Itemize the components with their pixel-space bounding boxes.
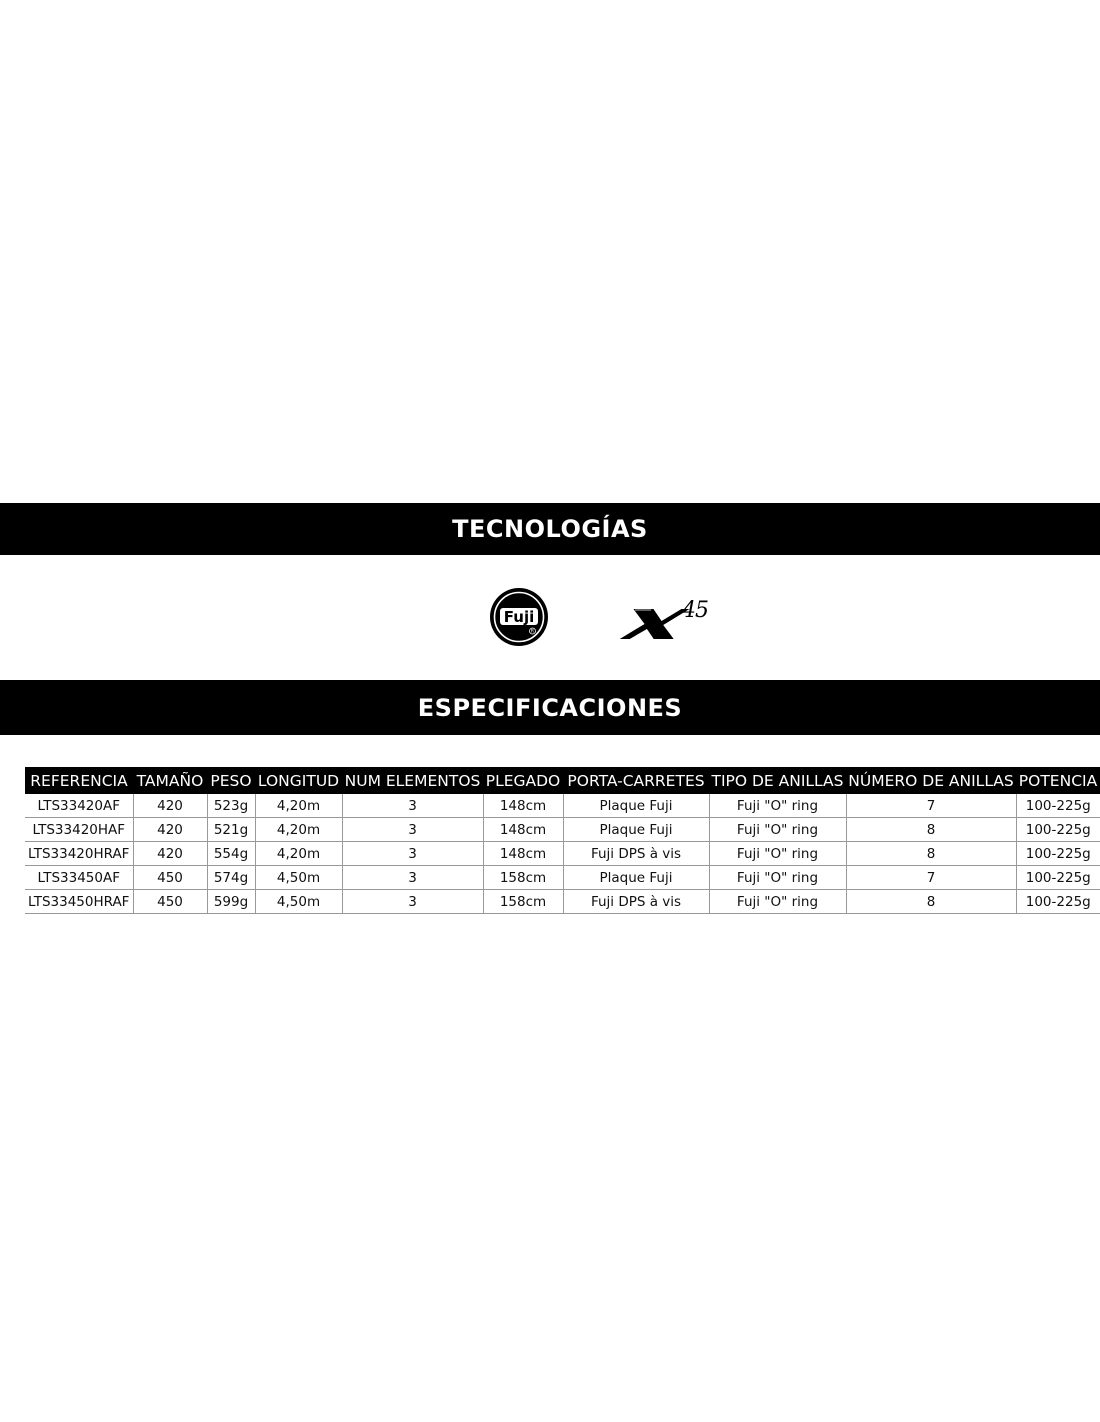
cell-tipo-de-anillas: Fuji "O" ring [709,818,846,842]
table-header-row [25,767,1100,794]
header-tipo-de-anillas: TIPO DE ANILLAS [709,767,846,794]
svg-text:45: 45 [682,598,708,623]
cell-plegado: 148cm [483,818,563,842]
svg-text:R: R [530,629,535,635]
cell-plegado: 148cm [483,842,563,866]
cell-potencia: 100-225g [1016,794,1100,818]
header-potencia: POTENCIA [1016,767,1100,794]
x45-logo [616,595,728,641]
cell-tamano: 420 [133,842,207,866]
cell-peso: 574g [207,866,255,890]
cell-tamano: 450 [133,866,207,890]
table-row [25,794,1100,818]
cell-peso: 599g [207,890,255,914]
cell-longitud: 4,50m [255,890,342,914]
cell-plegado: 158cm [483,866,563,890]
cell-potencia: 100-225g [1016,842,1100,866]
technologies-banner [0,503,1100,555]
cell-num-elementos: 3 [342,842,483,866]
cell-porta-carretes: Plaque Fuji [563,818,709,842]
cell-numero-de-anillas: 8 [846,842,1016,866]
cell-porta-carretes: Plaque Fuji [563,866,709,890]
cell-plegado: 158cm [483,890,563,914]
cell-porta-carretes: Fuji DPS à vis [563,842,709,866]
cell-tipo-de-anillas: Fuji "O" ring [709,890,846,914]
cell-peso: 554g [207,842,255,866]
cell-tamano: 450 [133,890,207,914]
cell-porta-carretes: Fuji DPS à vis [563,890,709,914]
table-row [25,842,1100,866]
cell-num-elementos: 3 [342,866,483,890]
table-row [25,866,1100,890]
cell-longitud: 4,20m [255,842,342,866]
cell-potencia: 100-225g [1016,890,1100,914]
header-longitud: LONGITUD [255,767,342,794]
technologies-title: TECNOLOGÍAS [452,515,648,543]
cell-numero-de-anillas: 7 [846,794,1016,818]
cell-longitud: 4,20m [255,818,342,842]
header-plegado: PLEGADO [483,767,563,794]
cell-referencia: LTS33420AF [25,794,133,818]
cell-porta-carretes: Plaque Fuji [563,794,709,818]
cell-peso: 523g [207,794,255,818]
cell-tamano: 420 [133,794,207,818]
cell-peso: 521g [207,818,255,842]
table-row [25,818,1100,842]
cell-plegado: 148cm [483,794,563,818]
fuji-logo [489,587,549,647]
cell-referencia: LTS33420HRAF [25,842,133,866]
header-tamano: TAMAÑO [133,767,207,794]
cell-numero-de-anillas: 8 [846,818,1016,842]
cell-num-elementos: 3 [342,818,483,842]
table-row [25,890,1100,914]
cell-referencia: LTS33420HAF [25,818,133,842]
cell-tipo-de-anillas: Fuji "O" ring [709,794,846,818]
cell-longitud: 4,20m [255,794,342,818]
header-peso: PESO [207,767,255,794]
specifications-banner [0,680,1100,735]
cell-longitud: 4,50m [255,866,342,890]
cell-referencia: LTS33450AF [25,866,133,890]
cell-potencia: 100-225g [1016,818,1100,842]
specifications-title: ESPECIFICACIONES [417,693,683,722]
cell-num-elementos: 3 [342,890,483,914]
header-num-elementos: NUM ELEMENTOS [342,767,483,794]
cell-referencia: LTS33450HRAF [25,890,133,914]
cell-tipo-de-anillas: Fuji "O" ring [709,842,846,866]
technology-logos [0,585,1100,649]
cell-tamano: 420 [133,818,207,842]
header-numero-de-anillas: NÚMERO DE ANILLAS [846,767,1016,794]
specifications-table [25,767,1100,914]
cell-num-elementos: 3 [342,794,483,818]
cell-numero-de-anillas: 7 [846,866,1016,890]
header-porta-carretes: PORTA-CARRETES [563,767,709,794]
cell-potencia: 100-225g [1016,866,1100,890]
header-referencia: REFERENCIA [25,767,133,794]
cell-numero-de-anillas: 8 [846,890,1016,914]
cell-tipo-de-anillas: Fuji "O" ring [709,866,846,890]
fuji-logo-text: Fuji [503,608,535,626]
